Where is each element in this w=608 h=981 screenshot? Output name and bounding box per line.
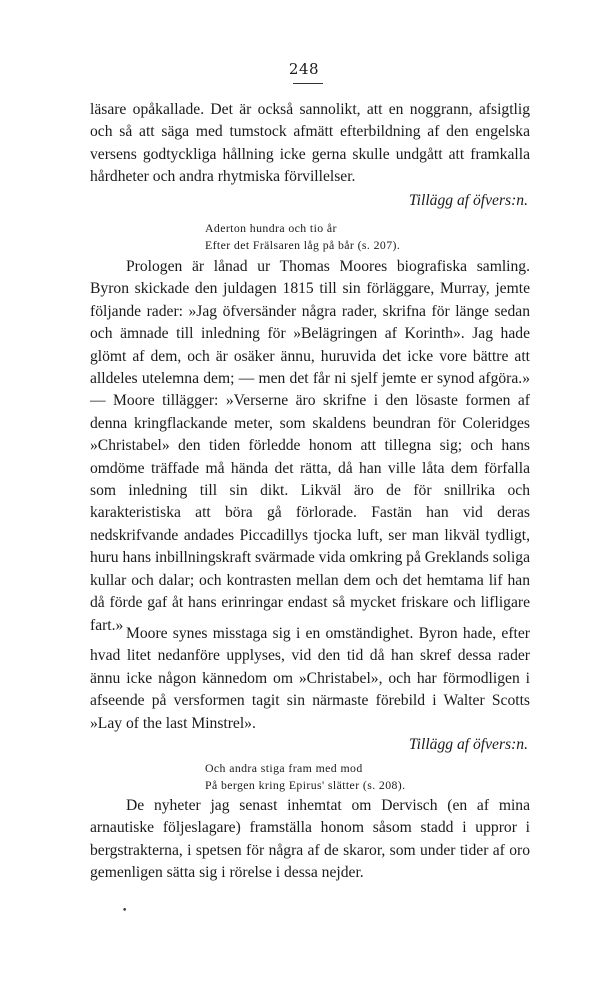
paragraph-moore bbox=[90, 623, 530, 735]
paragraph-text: De nyheter jag senast inhemtat om Dervisch (en af mina arnautiske följeslagare) framställa honom såsom stadd i uppror i bergstrakterna, i spetsen för några af de skaror, som under tider af oro gemenligen sätta sig i rörelse i dessa nejder. bbox=[90, 797, 530, 882]
verse-quote bbox=[205, 760, 405, 794]
translator-note-signoff: Tillägg af öfvers:n. bbox=[408, 736, 528, 753]
paragraph-text: läsare opåkallade. Det är också sannolikt, att en noggrann, afsigtlig och så att säga med tumstock afmätt efterbildning af den engelska versens godtyckliga hållning icke gerna skulle undgått att framkalla hårdheter och andra rhytmiska förvillelser. bbox=[90, 101, 530, 186]
paragraph-prologue bbox=[90, 256, 530, 637]
verse-line: Aderton hundra och tio år bbox=[205, 221, 337, 235]
paragraph-text: Prologen är lånad ur Thomas Moores biografiska samling. Byron skickade den juldagen 1815 till sin förläggare, Murray, jemte följande rader: »Jag öfversänder några rader, skrifna för länge sedan och ämnade till inledning för »Belägringen af Korinth». Jag hade glömt af dem, och är osäker ännu, huruvida det icke vore bättre att alldeles utelemna dem; — men det får ni sjelf jemte er synod afgöra.» — Moore tillägger: »Verserne äro skrifne i den lösaste formen af denna kringflackande meter, som skaldens beundran för Coleridges »Christabel» den tiden förledde honom att tillegna sig; och hans omdöme träffade må hända det rätta, då han ville låta dem förfalla som inledning till sin dikt. Likväl äro de för snillrika och karakteristiska att böra gå förlorade. Fastän han vid deras nedskrifvande andades Piccadillys tjocka luft, ser man likväl tydligt, huru hans inbillningskraft svärmade vida omkring på Greklands soliga kullar och dalar; och kontrasten mellan dem och det hemtama lif han då förde gaf åt hans erinringar endast så mycket friskare och lifligare fart.» bbox=[90, 258, 530, 634]
page-number-rule bbox=[293, 83, 323, 84]
verse-quote bbox=[205, 220, 400, 254]
verse-line: Och andra stiga fram med mod bbox=[205, 761, 363, 775]
paragraph-dervisch bbox=[90, 795, 530, 885]
paragraph-text: Moore synes misstaga sig i en omständighet. Byron hade, efter hvad litet nedanföre upplyses, vid den tid då han skref dessa rader ännu icke någon kännedom om »Christabel», och har förmodligen i afseende på versformen tagit sin närmaste förebild i Walter Scotts »Lay of the last Minstrel». bbox=[90, 625, 530, 732]
verse-line: På bergen kring Epirus' slätter (s. 208). bbox=[205, 778, 406, 792]
print-speck: • bbox=[122, 906, 128, 916]
paragraph-intro bbox=[90, 99, 530, 189]
verse-line: Efter det Frälsaren låg på bår (s. 207). bbox=[205, 238, 401, 252]
page-number: 248 bbox=[288, 60, 320, 78]
translator-note-signoff: Tillägg af öfvers:n. bbox=[408, 192, 528, 209]
